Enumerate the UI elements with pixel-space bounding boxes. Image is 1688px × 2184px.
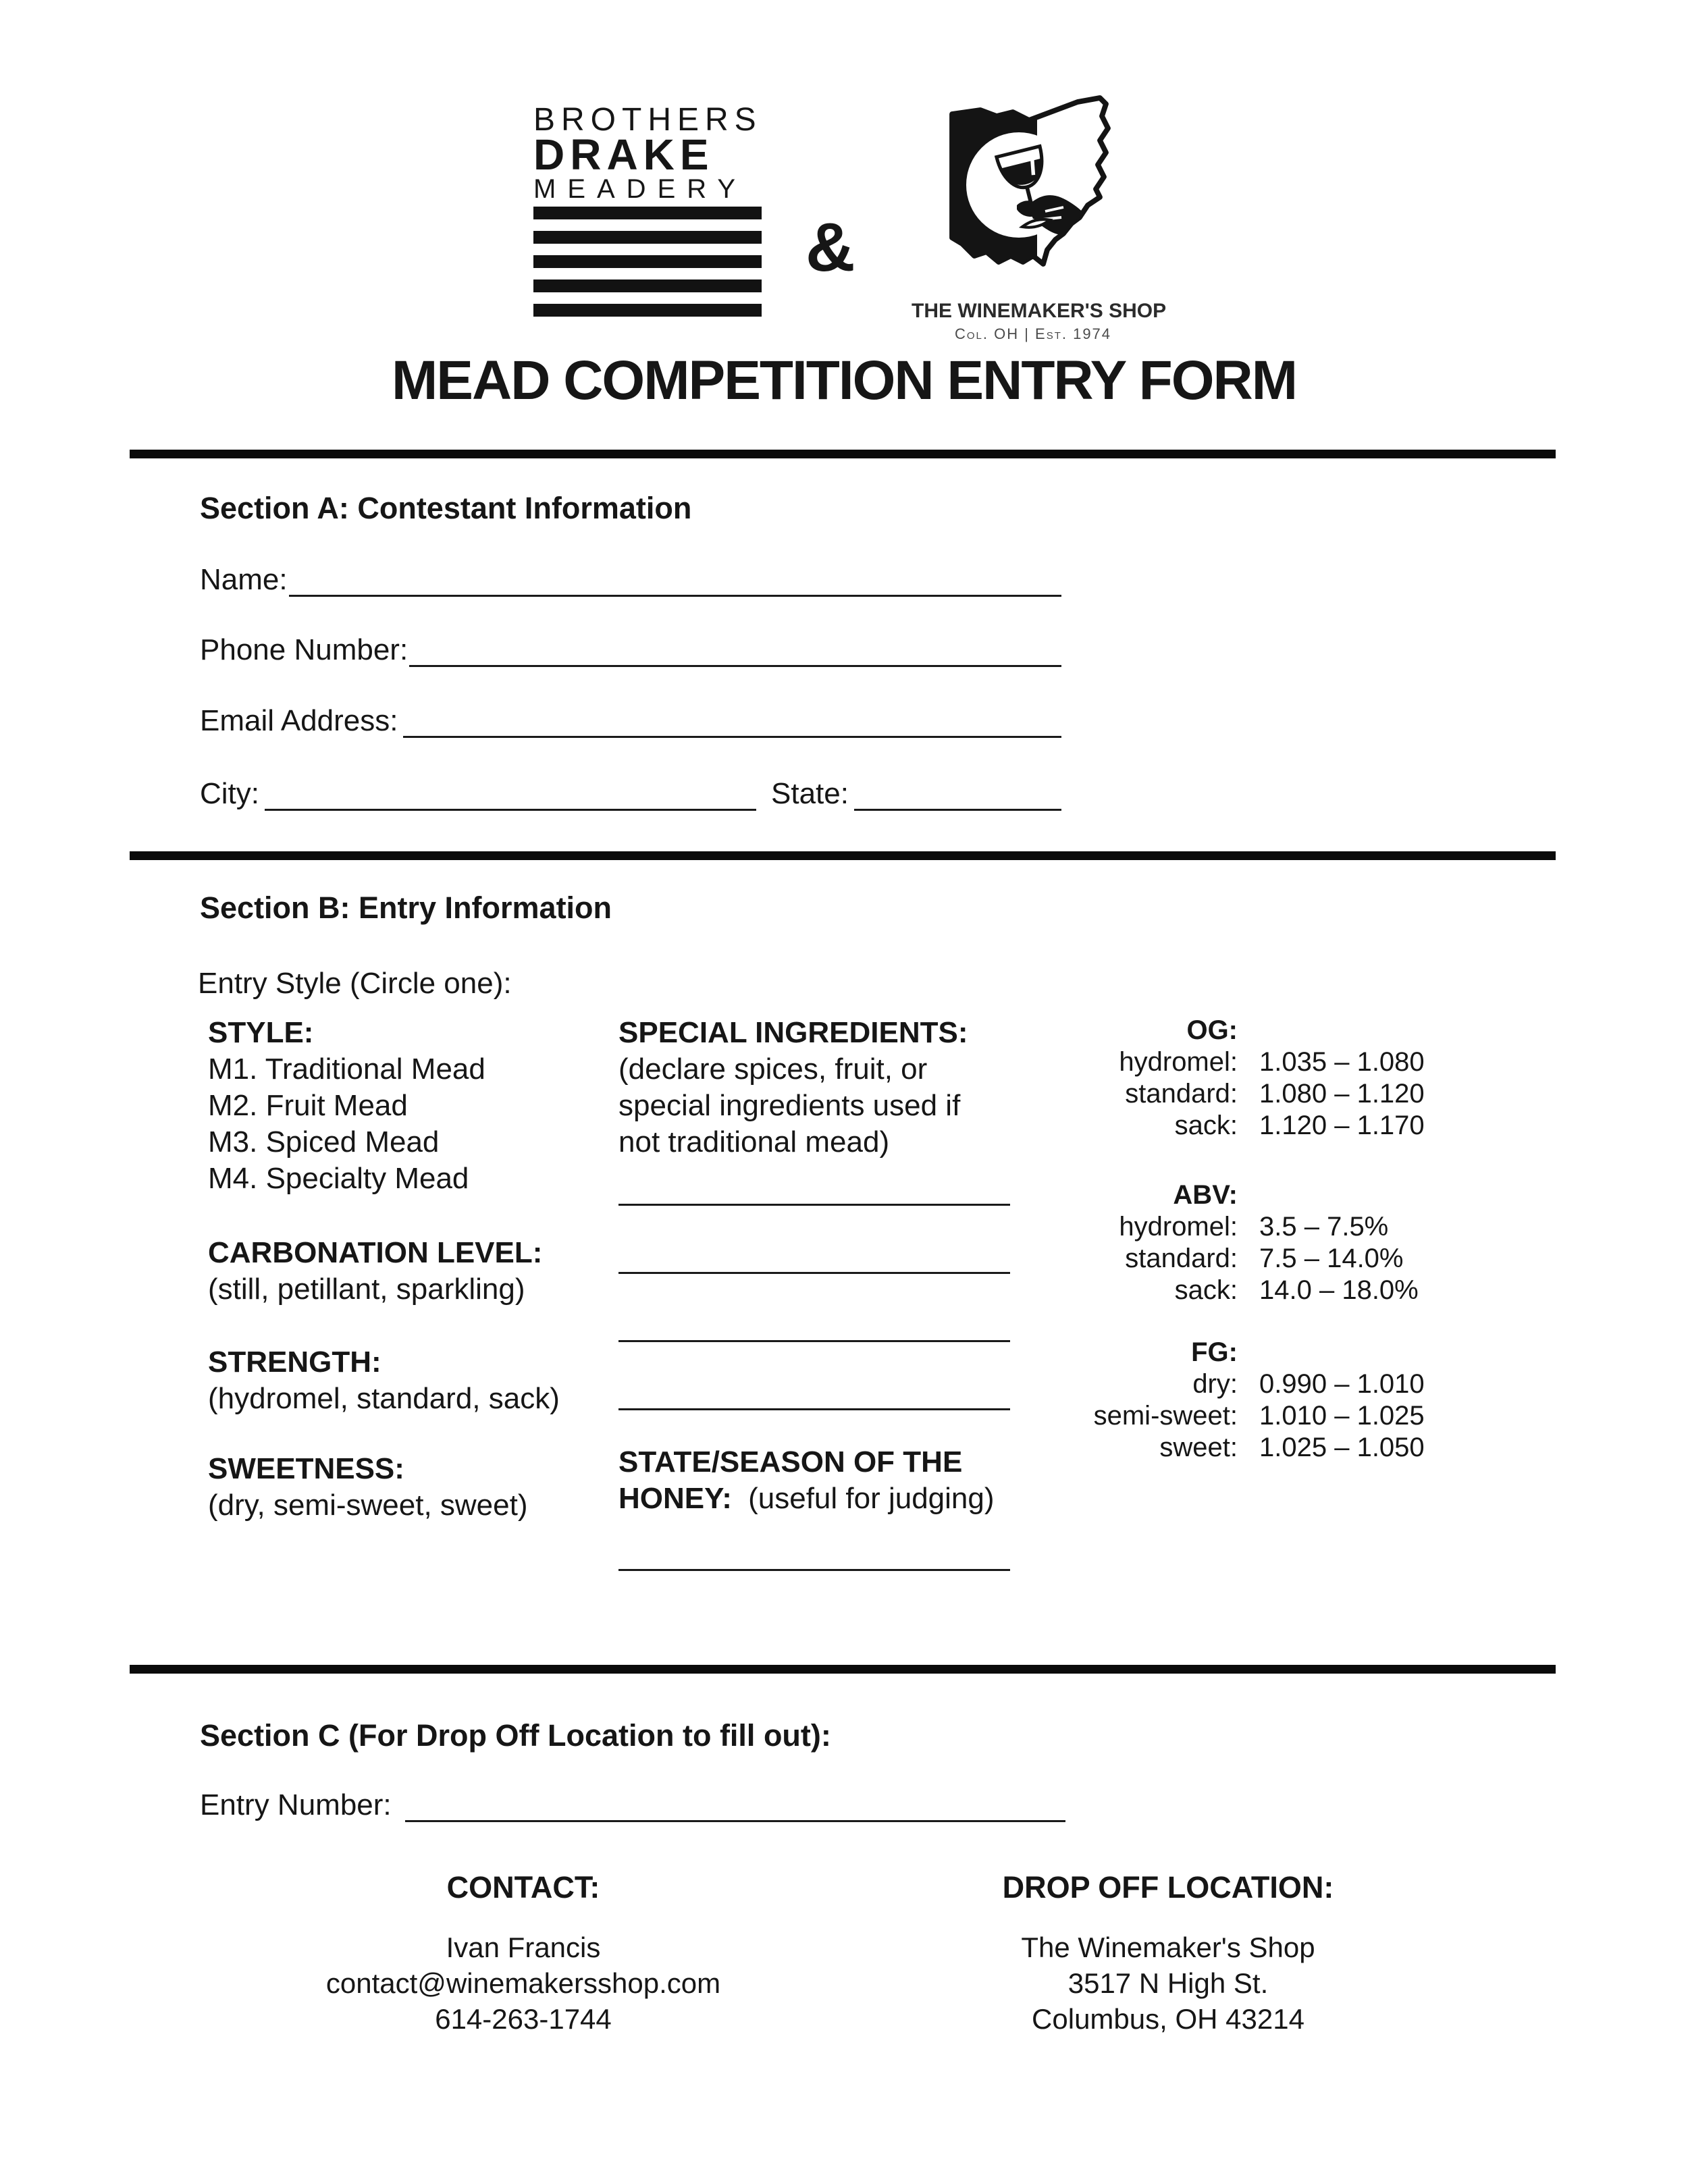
abv-row-sack	[1049, 1275, 1454, 1306]
abv-heading: ABV:	[1173, 1180, 1238, 1210]
abv-row-standard	[1049, 1243, 1454, 1275]
entry-number-line[interactable]	[405, 1785, 1065, 1822]
og-row-standard	[1049, 1078, 1454, 1110]
special-ingredients-hint-line: (declare spices, fruit, or	[618, 1053, 928, 1086]
spacer	[208, 1308, 627, 1344]
brothers-drake-logo	[533, 102, 762, 317]
drop-off-street: 3517 N High St.	[1067, 1967, 1269, 1999]
section-a-heading: Section A: Contestant Information	[200, 491, 692, 525]
divider-rule	[130, 450, 1556, 458]
winemakers-shop-tagline: Col. OH | Est. 1974	[954, 325, 1112, 342]
abv-sack-label: sack:	[1174, 1275, 1238, 1305]
abv-hydromel-value: 3.5 – 7.5%	[1259, 1212, 1389, 1242]
fg-sweet-label: sweet:	[1159, 1433, 1238, 1462]
style-option-m4: M4. Specialty Mead	[208, 1162, 469, 1195]
divider-rule	[130, 1665, 1556, 1674]
state-field-label: State:	[771, 777, 849, 810]
drop-off-city: Columbus, OH 43214	[1032, 2003, 1304, 2035]
style-option-m3: M3. Spiced Mead	[208, 1125, 440, 1158]
style-option-m1: M1. Traditional Mead	[208, 1053, 485, 1086]
entry-number-row	[200, 1787, 1065, 1822]
logo-stripe	[533, 255, 762, 268]
spacer	[1049, 1306, 1454, 1337]
fg-row-sweet	[1049, 1432, 1454, 1464]
ohio-wine-glass-icon	[932, 89, 1134, 295]
contact-name: Ivan Francis	[446, 1932, 601, 1963]
spacer	[208, 1417, 627, 1451]
style-column	[208, 1015, 627, 1524]
email-field-row	[200, 703, 1061, 738]
fg-row-semi-sweet	[1049, 1400, 1454, 1432]
logo-stripe	[533, 207, 762, 219]
abv-header-row	[1049, 1179, 1454, 1211]
logo-stripe	[533, 304, 762, 317]
og-standard-value: 1.080 – 1.120	[1259, 1079, 1425, 1109]
drop-off-name: The Winemaker's Shop	[1021, 1932, 1315, 1963]
special-ingredients-hint-line: special ingredients used if	[618, 1089, 961, 1122]
og-row-hydromel	[1049, 1046, 1454, 1078]
logo-stripe	[533, 279, 762, 292]
email-field-line[interactable]	[403, 701, 1061, 738]
write-in-line[interactable]	[618, 1342, 1010, 1410]
form-title: MEAD COMPETITION ENTRY FORM	[392, 350, 1296, 411]
contact-heading: CONTACT:	[446, 1870, 600, 1905]
og-sack-label: sack:	[1174, 1111, 1238, 1140]
spacer	[208, 1197, 627, 1235]
honey-season-block	[618, 1444, 1010, 1517]
city-state-row	[200, 776, 1061, 811]
entry-number-label: Entry Number:	[200, 1788, 392, 1821]
special-ingredients-column	[618, 1015, 1010, 1571]
drop-off-block	[966, 1871, 1371, 2037]
write-in-line[interactable]	[618, 1517, 1010, 1571]
contact-email: contact@winemakersshop.com	[325, 1967, 721, 1999]
og-heading: OG:	[1186, 1015, 1238, 1045]
section-b-heading: Section B: Entry Information	[200, 890, 612, 925]
phone-field-label: Phone Number:	[200, 633, 408, 666]
abv-row-hydromel	[1049, 1211, 1454, 1243]
spacer	[1049, 1142, 1454, 1179]
fg-dry-value: 0.990 – 1.010	[1259, 1369, 1425, 1399]
fg-dry-label: dry:	[1192, 1369, 1238, 1399]
brothers-drake-word-meadery: MEADERY	[533, 174, 747, 204]
write-in-line[interactable]	[618, 1274, 1010, 1342]
phone-field-line[interactable]	[409, 630, 1061, 667]
fg-semi-sweet-value: 1.010 – 1.025	[1259, 1401, 1425, 1431]
strength-hint: (hydromel, standard, sack)	[208, 1382, 560, 1415]
style-heading: STYLE:	[208, 1016, 314, 1049]
brothers-drake-word-brothers: BROTHERS	[533, 102, 762, 138]
special-ingredients-heading: SPECIAL INGREDIENTS:	[618, 1016, 968, 1049]
fg-sweet-value: 1.025 – 1.050	[1259, 1433, 1425, 1462]
ampersand: &	[806, 209, 855, 286]
abv-standard-label: standard:	[1125, 1244, 1238, 1273]
sweetness-hint: (dry, semi-sweet, sweet)	[208, 1489, 528, 1522]
fg-header-row	[1049, 1337, 1454, 1368]
contact-block	[324, 1871, 722, 2037]
name-field-line[interactable]	[289, 560, 1061, 597]
contact-phone: 614-263-1744	[435, 2003, 612, 2035]
city-field-label: City:	[200, 777, 259, 810]
strength-heading: STRENGTH:	[208, 1346, 381, 1379]
abv-hydromel-label: hydromel:	[1119, 1212, 1238, 1242]
honey-season-hint: (useful for judging)	[748, 1482, 995, 1515]
section-c-heading: Section C (For Drop Off Location to fill out):	[200, 1718, 831, 1753]
abv-sack-value: 14.0 – 18.0%	[1259, 1275, 1419, 1305]
phone-field-row	[200, 632, 1061, 667]
state-field-line[interactable]	[854, 774, 1061, 811]
divider-rule	[130, 851, 1556, 860]
og-hydromel-label: hydromel:	[1119, 1047, 1238, 1077]
email-field-label: Email Address:	[200, 704, 398, 737]
carbonation-hint: (still, petillant, sparkling)	[208, 1273, 525, 1306]
city-field-line[interactable]	[265, 774, 756, 811]
brothers-drake-stripes	[533, 207, 762, 317]
drop-off-heading: DROP OFF LOCATION:	[1002, 1870, 1334, 1905]
write-in-line[interactable]	[618, 1206, 1010, 1274]
write-in-line[interactable]	[618, 1161, 1010, 1206]
og-hydromel-value: 1.035 – 1.080	[1259, 1047, 1425, 1077]
og-header-row	[1049, 1015, 1454, 1046]
abv-standard-value: 7.5 – 14.0%	[1259, 1244, 1404, 1273]
carbonation-heading: CARBONATION LEVEL:	[208, 1236, 543, 1269]
winemakers-shop-logo	[912, 89, 1167, 342]
og-standard-label: standard:	[1125, 1079, 1238, 1109]
name-field-row	[200, 562, 1061, 597]
og-row-sack	[1049, 1110, 1454, 1142]
style-option-m2: M2. Fruit Mead	[208, 1089, 408, 1122]
fg-row-dry	[1049, 1368, 1454, 1400]
fg-heading: FG:	[1191, 1337, 1238, 1367]
sweetness-heading: SWEETNESS:	[208, 1452, 404, 1485]
fg-semi-sweet-label: semi-sweet:	[1093, 1401, 1238, 1431]
honey-season-heading: STATE/SEASON OF THE HONEY:	[618, 1445, 963, 1515]
og-sack-value: 1.120 – 1.170	[1259, 1111, 1425, 1140]
winemakers-shop-wordmark: THE WINEMAKER'S SHOP	[912, 300, 1167, 322]
logo-stripe	[533, 231, 762, 244]
name-field-label: Name:	[200, 563, 288, 596]
special-ingredients-hint-line: not traditional mead)	[618, 1125, 890, 1158]
reference-values-column	[1049, 1015, 1454, 1464]
entry-style-label: Entry Style (Circle one):	[198, 967, 512, 1000]
brothers-drake-word-drake: DRAKE	[533, 130, 714, 179]
